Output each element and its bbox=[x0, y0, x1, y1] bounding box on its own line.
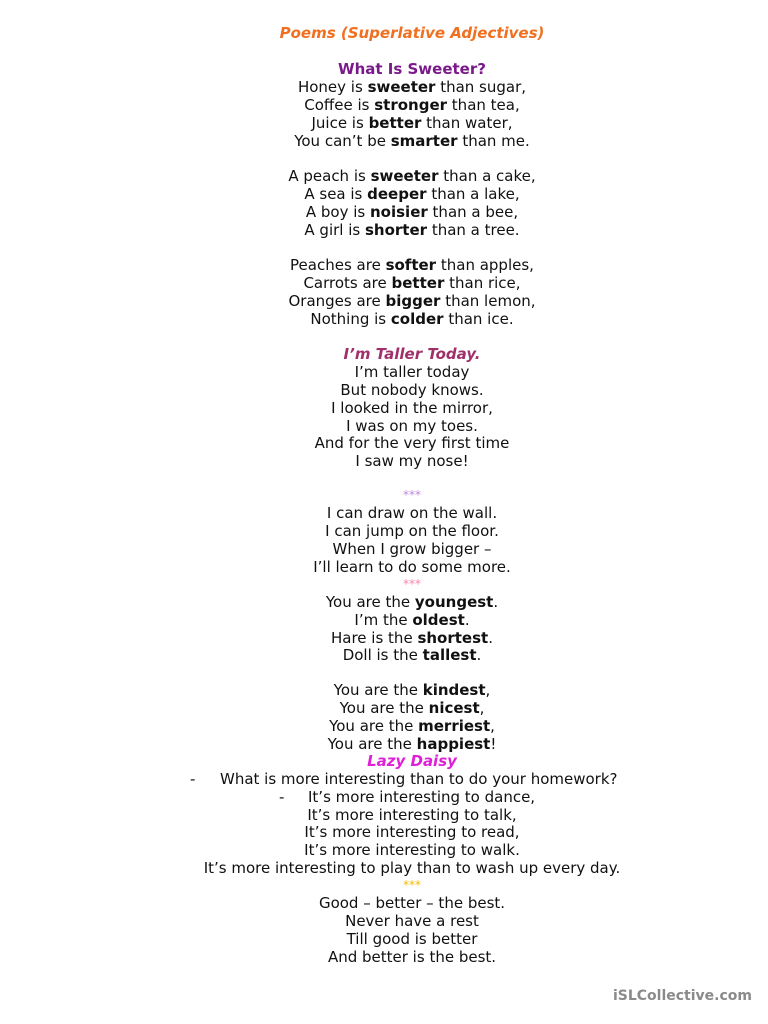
poem-line: Honey is sweeter than sugar, bbox=[297, 78, 527, 96]
poem-line: Carrots are better than rice, bbox=[303, 274, 521, 292]
poem-line: When I grow bigger – bbox=[332, 540, 492, 558]
poem-line: You are the nicest, bbox=[339, 699, 485, 717]
poem-line: You are the merriest, bbox=[329, 717, 495, 735]
poem-line: I can jump on the floor. bbox=[325, 522, 499, 540]
poem-line: I can draw on the wall. bbox=[326, 504, 498, 522]
poem-heading-what-is-sweeter: What Is Sweeter? bbox=[338, 60, 486, 78]
dialogue-dash: - bbox=[279, 788, 285, 806]
poem-line: Good – better – the best. bbox=[318, 894, 506, 912]
poem-line: A peach is sweeter than a cake, bbox=[288, 167, 536, 185]
poem-line: Never have a rest bbox=[345, 912, 479, 930]
poem-line: But nobody knows. bbox=[340, 381, 484, 399]
poem-line: Till good is better bbox=[346, 930, 478, 948]
poem-line: And better is the best. bbox=[327, 948, 497, 966]
poem-line: You can’t be smarter than me. bbox=[294, 132, 530, 150]
poem-line: It’s more interesting to talk, bbox=[307, 806, 517, 824]
poem-line: I’m the oldest. bbox=[354, 611, 470, 629]
poem-line: A sea is deeper than a lake, bbox=[304, 185, 520, 203]
poem-heading-im-taller-today: I’m Taller Today. bbox=[343, 345, 481, 363]
poem-line: What is more interesting than to do your homework? bbox=[220, 770, 618, 788]
dialogue-dash: - bbox=[190, 770, 196, 788]
poem-line: It’s more interesting to dance, bbox=[308, 788, 536, 806]
poem-line: You are the kindest, bbox=[333, 681, 491, 699]
poem-line: A boy is noisier than a bee, bbox=[305, 203, 519, 221]
poem-line: Coffee is stronger than tea, bbox=[304, 96, 520, 114]
poem-line: I’ll learn to do some more. bbox=[313, 558, 511, 576]
poem-line: It’s more interesting to walk. bbox=[304, 841, 520, 859]
poem-line: I looked in the mirror, bbox=[331, 399, 493, 417]
page-title: Poems (Superlative Adjectives) bbox=[279, 24, 545, 42]
poem-line: I’m taller today bbox=[354, 363, 470, 381]
poem-line: Oranges are bigger than lemon, bbox=[288, 292, 536, 310]
stars-divider: *** bbox=[403, 488, 421, 502]
stars-divider: *** bbox=[403, 878, 421, 892]
watermark-logo: iSLCollective.com bbox=[612, 988, 752, 1004]
poem-line: It’s more interesting to play than to wash up every day. bbox=[203, 859, 621, 877]
poem-line: Juice is better than water, bbox=[311, 114, 513, 132]
poem-line: It’s more interesting to read, bbox=[304, 823, 520, 841]
poem-line: Hare is the shortest. bbox=[331, 629, 493, 647]
poem-line: You are the happiest! bbox=[327, 735, 497, 753]
poem-line: I saw my nose! bbox=[355, 452, 469, 470]
poem-line: A girl is shorter than a tree. bbox=[304, 221, 520, 239]
poem-heading-lazy-daisy: Lazy Daisy bbox=[367, 752, 457, 770]
poem-line: You are the youngest. bbox=[325, 593, 499, 611]
poem-line: Nothing is colder than ice. bbox=[310, 310, 514, 328]
poem-line: Doll is the tallest. bbox=[342, 646, 482, 664]
poem-line: I was on my toes. bbox=[346, 417, 478, 435]
stars-divider: *** bbox=[403, 577, 421, 591]
poem-line: Peaches are softer than apples, bbox=[290, 256, 534, 274]
poem-line: And for the very first time bbox=[314, 434, 510, 452]
